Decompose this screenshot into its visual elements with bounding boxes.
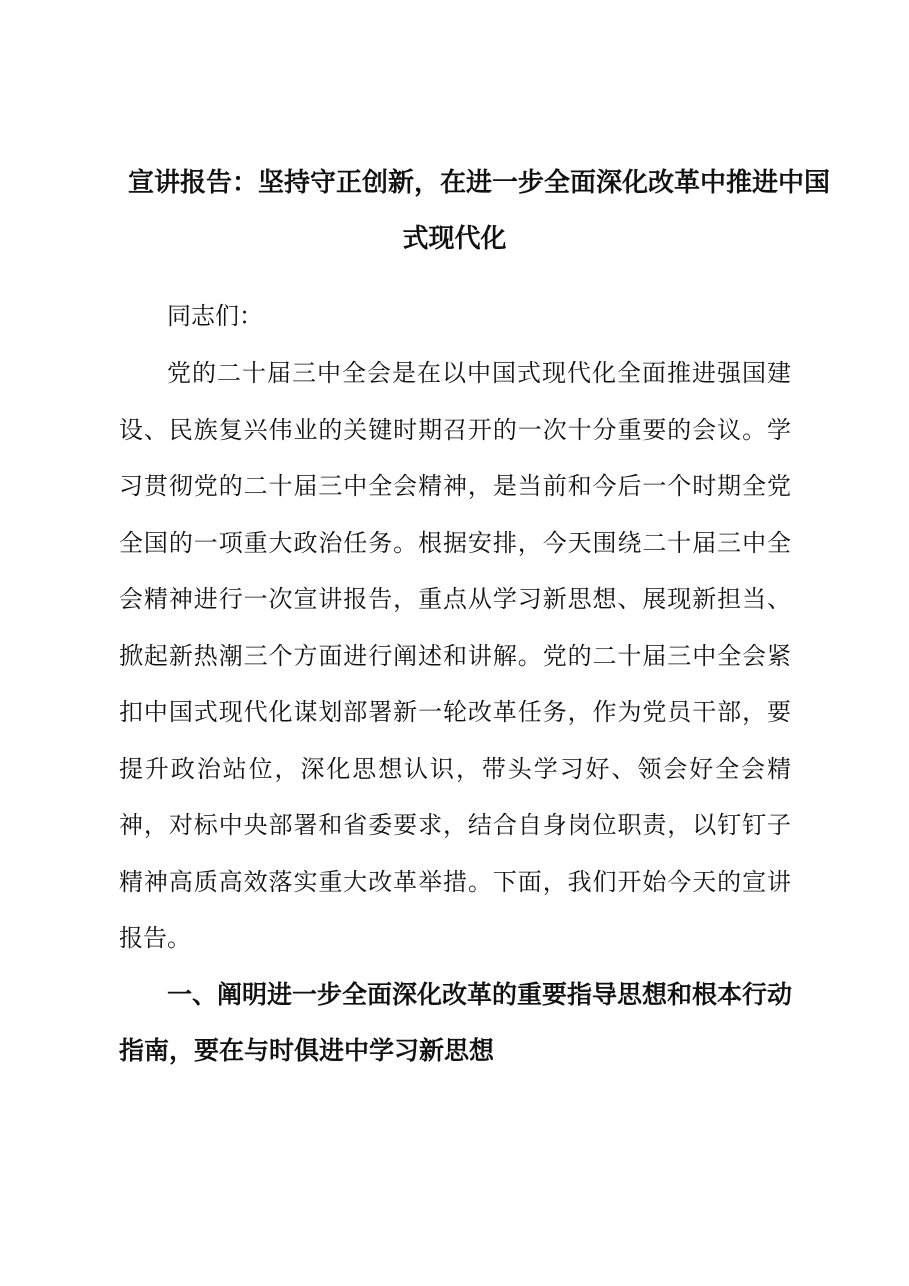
paragraph-line: 会精神进行一次宣讲报告，重点从学习新思想、展现新担当、 [119, 585, 791, 613]
document-title [110, 155, 831, 267]
greeting-text: 同志们： [167, 302, 263, 330]
heading-line: 一、阐明进一步全面深化改革的重要指导思想和根本行动 [167, 980, 793, 1009]
paragraph-line: 精神高质高效落实重大改革举措。下面，我们开始今天的宣讲 [119, 867, 791, 896]
paragraph-line: 掀起新热潮三个方面进行阐述和讲解。党的二十届三中全会紧 [119, 641, 791, 670]
section-heading [119, 967, 791, 1079]
intro-paragraph [119, 345, 791, 967]
greeting [119, 288, 791, 345]
paragraph-line: 报告。 [119, 924, 191, 952]
paragraph-line: 设、民族复兴伟业的关键时期召开的一次十分重要的会议。学 [119, 415, 791, 444]
title-line: 宣讲报告：坚持守正创新，在进一步全面深化改革中推进中国 [128, 168, 831, 198]
paragraph-line: 党的二十届三中全会是在以中国式现代化全面推进强国建 [167, 359, 791, 387]
paragraph-line: 神，对标中央部署和省委要求，结合自身岗位职责，以钉钉子 [119, 811, 791, 839]
paragraph-line: 提升政治站位，深化思想认识，带头学习好、领会好全会精 [119, 754, 791, 783]
paragraph-line: 全国的一项重大政治任务。根据安排，今天围绕二十届三中全 [119, 528, 791, 557]
heading-line: 指南，要在与时俱进中学习新思想 [119, 1036, 495, 1065]
paragraph-line: 习贯彻党的二十届三中全会精神，是当前和今后一个时期全党 [119, 472, 791, 500]
title-line: 式现代化 [402, 224, 507, 254]
paragraph-line: 扣中国式现代化谋划部署新一轮改革任务，作为党员干部，要 [119, 698, 791, 726]
